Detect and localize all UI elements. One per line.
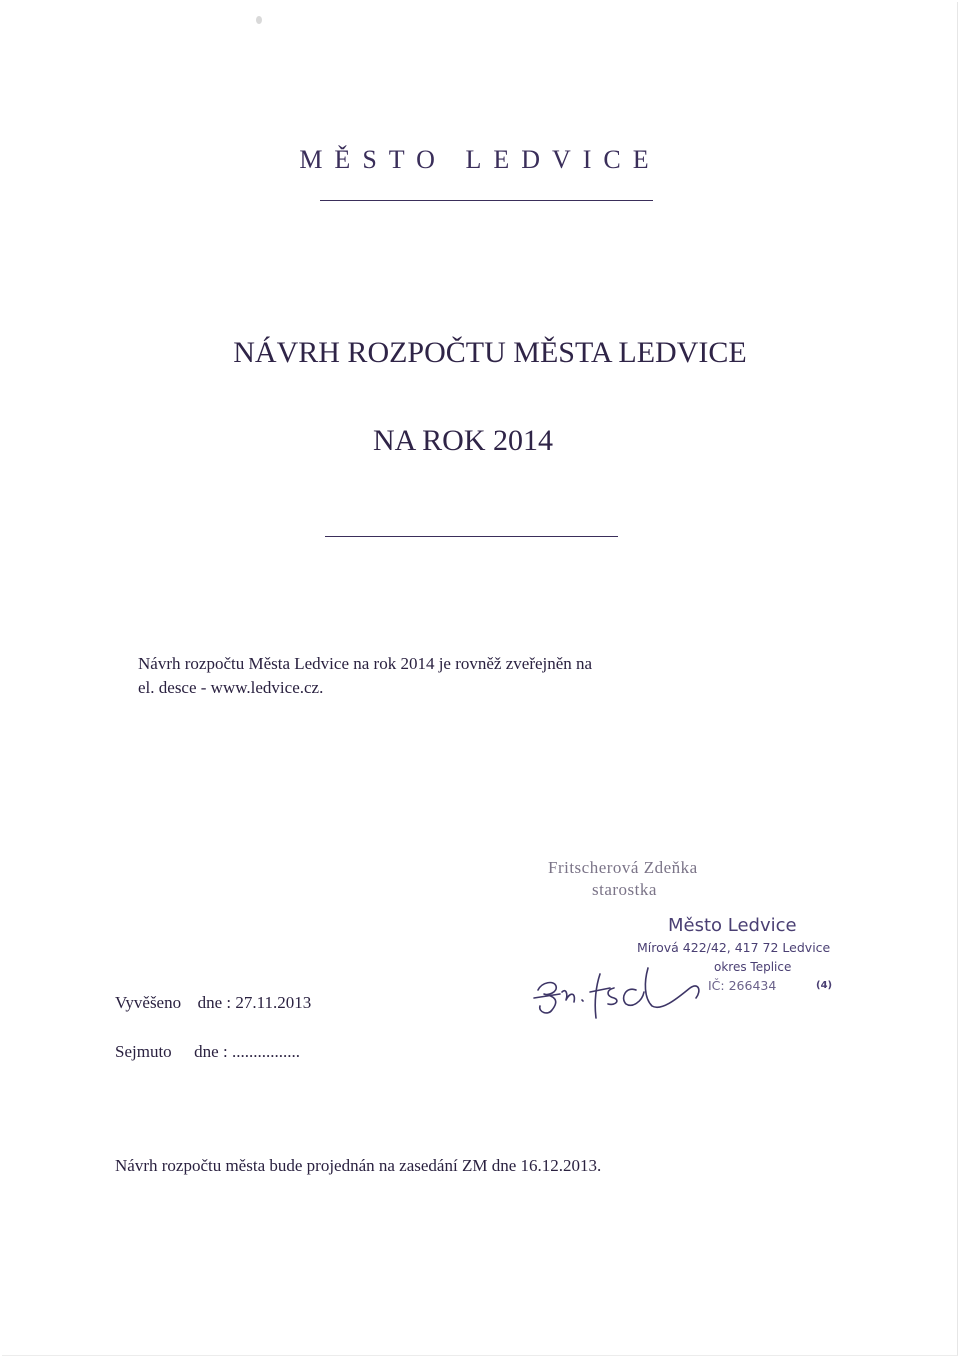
header-divider xyxy=(320,200,653,201)
removed-date-label: dne : xyxy=(194,1042,228,1061)
document-title: NÁVRH ROZPOČTU MĚSTA LEDVICE xyxy=(233,336,747,369)
posted-label: Vyvěšeno xyxy=(115,993,182,1012)
scan-speck xyxy=(256,16,262,24)
document-subtitle: NA ROK 2014 xyxy=(372,424,553,457)
removed-date: ................ xyxy=(231,1042,300,1061)
intro-line-1: Návrh rozpočtu Města Ledvice na rok 2014 je rovněž zveřejněn na xyxy=(138,654,593,673)
city-header: MĚSTO LEDVICE xyxy=(299,145,661,174)
removed-line xyxy=(115,1042,300,1062)
meeting-note: Návrh rozpočtu města bude projednán na zasedání ZM dne 16.12.2013. xyxy=(115,1156,602,1175)
stamp-number: (4) xyxy=(816,980,833,991)
signatory-name: Fritscherová Zdeňka xyxy=(548,858,698,877)
stamp-address: Mírová 422/42, 417 72 Ledvice xyxy=(637,940,831,955)
stamp-title: Město Ledvice xyxy=(668,915,797,936)
signatory-role: starostka xyxy=(592,880,657,899)
title-divider xyxy=(325,536,618,537)
handwritten-signature xyxy=(530,962,720,1032)
posted-line xyxy=(115,993,311,1013)
intro-line-2: el. desce - www.ledvice.cz. xyxy=(138,678,324,697)
posted-date-label: dne : xyxy=(197,993,232,1012)
stamp-district: okres Teplice xyxy=(714,960,792,974)
stamp-id: IČ: 266434 xyxy=(708,978,777,993)
posted-date: 27.11.2013 xyxy=(235,993,312,1012)
intro-paragraph xyxy=(138,652,592,700)
removed-label: Sejmuto xyxy=(115,1042,172,1061)
